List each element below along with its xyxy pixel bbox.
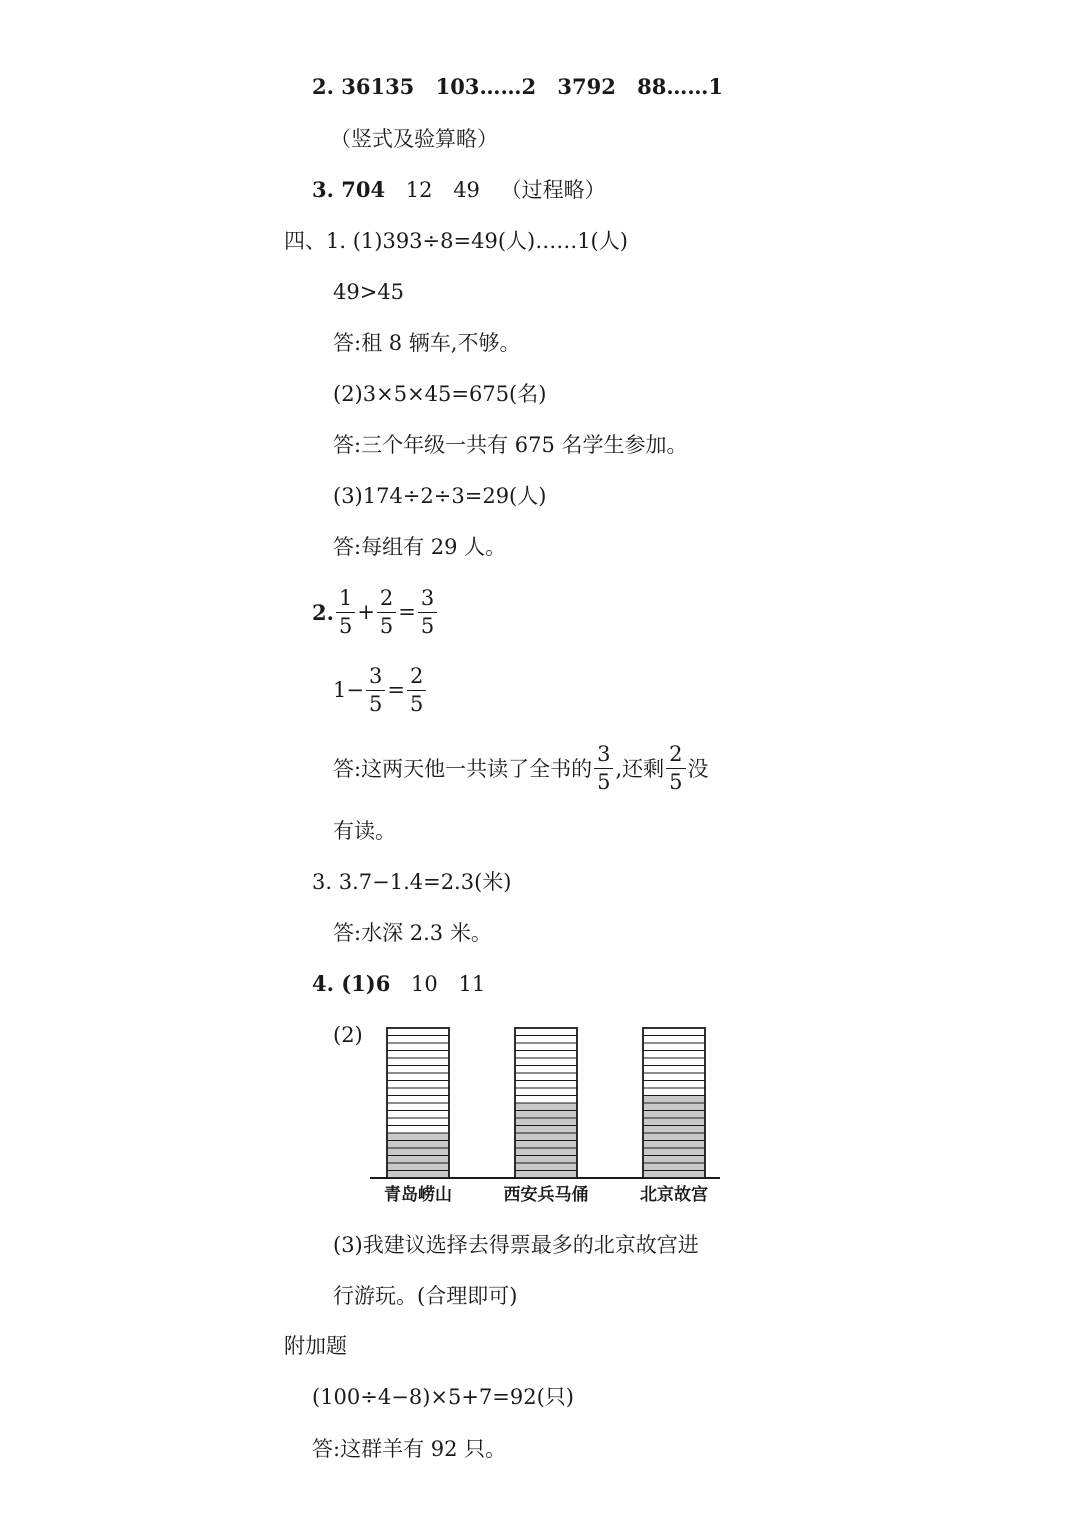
bar — [387, 1028, 449, 1178]
fraction-equation-1: 2. $\frac{1}{5}$ + $\frac{2}{5}$ = $\frac{3}{5}$ — [312, 586, 439, 638]
vote-cell-filled — [387, 1163, 449, 1171]
vote-cell-empty — [387, 1066, 449, 1074]
vote-cell-empty — [643, 1066, 705, 1074]
vote-cell-empty — [387, 1036, 449, 1044]
vote-cell-filled — [515, 1141, 577, 1149]
vote-cell-filled — [643, 1103, 705, 1111]
vote-cell-filled — [643, 1126, 705, 1134]
vote-cell-filled — [643, 1133, 705, 1141]
vote-cell-empty — [515, 1051, 577, 1059]
vote-cell-empty — [387, 1028, 449, 1036]
vote-cell-filled — [515, 1148, 577, 1156]
vote-cell-empty — [387, 1126, 449, 1134]
vote-cell-filled — [643, 1148, 705, 1156]
bar — [515, 1028, 577, 1178]
vote-cell-empty — [643, 1036, 705, 1044]
answer-line-q3: 3. 3.7−1.4=2.3(米) — [312, 870, 512, 894]
vote-cell-filled — [643, 1171, 705, 1179]
vote-cell-empty — [387, 1043, 449, 1051]
category-label: 青岛崂山 — [384, 1185, 452, 1205]
vote-cell-filled — [643, 1163, 705, 1171]
vote-cell-filled — [387, 1141, 449, 1149]
fraction: $\frac{3}{5}$ — [366, 665, 385, 716]
vote-cell-filled — [643, 1156, 705, 1164]
suggestion-text: (3)我建议选择去得票最多的北京故宫进 — [333, 1233, 699, 1257]
vote-cell-filled — [643, 1096, 705, 1104]
category-label: 北京故宫 — [640, 1185, 708, 1205]
chart-part-label: (2) — [333, 1023, 363, 1047]
vote-cell-empty — [515, 1058, 577, 1066]
vote-cell-empty — [515, 1088, 577, 1096]
vote-cell-filled — [643, 1111, 705, 1119]
category-label: 西安兵马俑 — [503, 1185, 589, 1205]
answer-text: 答:每组有 29 人。 — [333, 535, 507, 559]
fraction: $\frac{2}{5}$ — [666, 743, 685, 794]
vote-cell-filled — [387, 1133, 449, 1141]
comparison-line: 49>45 — [333, 280, 405, 304]
vote-cell-filled — [515, 1103, 577, 1111]
vote-cell-empty — [387, 1118, 449, 1126]
vote-cell-empty — [387, 1096, 449, 1104]
vote-cell-filled — [515, 1133, 577, 1141]
fraction: $\frac{3}{5}$ — [418, 587, 437, 638]
vote-cell-empty — [515, 1043, 577, 1051]
fraction: $\frac{1}{5}$ — [336, 587, 355, 638]
fraction-equation-2: 1− $\frac{3}{5}$ = $\frac{2}{5}$ — [333, 664, 428, 716]
vote-cell-empty — [643, 1073, 705, 1081]
vote-cell-empty — [515, 1028, 577, 1036]
vote-cell-filled — [515, 1163, 577, 1171]
fraction: $\frac{2}{5}$ — [407, 665, 426, 716]
answer-line-3: 3. 704 12 49 （过程略） — [312, 177, 606, 202]
answer-line-q4: 4. (1)6 10 11 — [312, 971, 486, 996]
vote-cell-empty — [515, 1096, 577, 1104]
vote-cell-filled — [643, 1141, 705, 1149]
vote-cell-filled — [515, 1118, 577, 1126]
vote-cell-empty — [387, 1073, 449, 1081]
suggestion-text-cont: 行游玩。(合理即可) — [333, 1284, 518, 1308]
fraction: $\frac{2}{5}$ — [377, 587, 396, 638]
vote-cell-empty — [643, 1058, 705, 1066]
section-four-q1-1: 四、1. (1)393÷8=49(人)……1(人) — [284, 229, 628, 253]
equation-line: (3)174÷2÷3=29(人) — [333, 484, 547, 508]
vote-cell-filled — [515, 1111, 577, 1119]
answer-line-2: 2. 36135 103……2 3792 88……1 — [312, 74, 723, 99]
fraction: $\frac{3}{5}$ — [594, 743, 613, 794]
vote-cell-filled — [387, 1156, 449, 1164]
bonus-answer: 答:这群羊有 92 只。 — [312, 1437, 507, 1461]
vote-cell-empty — [387, 1111, 449, 1119]
answer-text-cont: 有读。 — [333, 819, 396, 843]
vote-cell-empty — [515, 1036, 577, 1044]
bonus-equation: (100÷4−8)×5+7=92(只) — [312, 1385, 574, 1409]
vote-cell-empty — [643, 1051, 705, 1059]
vote-cell-filled — [387, 1171, 449, 1179]
vote-cell-empty — [515, 1066, 577, 1074]
answer-text: 答:三个年级一共有 675 名学生参加。 — [333, 433, 688, 457]
vote-cell-empty — [387, 1081, 449, 1089]
vote-cell-empty — [387, 1088, 449, 1096]
fraction-answer: 答:这两天他一共读了全书的 $\frac{3}{5}$ ,还剩 $\frac{2}{5}$ 没 — [333, 741, 709, 794]
vote-cell-empty — [643, 1088, 705, 1096]
vote-cell-empty — [387, 1058, 449, 1066]
vote-cell-empty — [515, 1073, 577, 1081]
vote-cell-empty — [643, 1081, 705, 1089]
bonus-title: 附加题 — [284, 1334, 347, 1358]
vote-cell-filled — [515, 1126, 577, 1134]
vote-bar-chart — [330, 1015, 730, 1210]
vote-cell-filled — [515, 1156, 577, 1164]
answer-text: 答:水深 2.3 米。 — [333, 921, 492, 945]
vote-cell-empty — [643, 1043, 705, 1051]
vote-cell-filled — [643, 1118, 705, 1126]
vote-cell-empty — [643, 1028, 705, 1036]
equation-line: (2)3×5×45=675(名) — [333, 382, 547, 406]
vote-cell-filled — [387, 1148, 449, 1156]
answer-text: 答:租 8 辆车,不够。 — [333, 331, 521, 355]
vote-cell-filled — [515, 1171, 577, 1179]
note-line: （竖式及验算略） — [330, 127, 498, 151]
vote-cell-empty — [387, 1051, 449, 1059]
vote-cell-empty — [387, 1103, 449, 1111]
bar — [643, 1028, 705, 1178]
vote-cell-empty — [515, 1081, 577, 1089]
